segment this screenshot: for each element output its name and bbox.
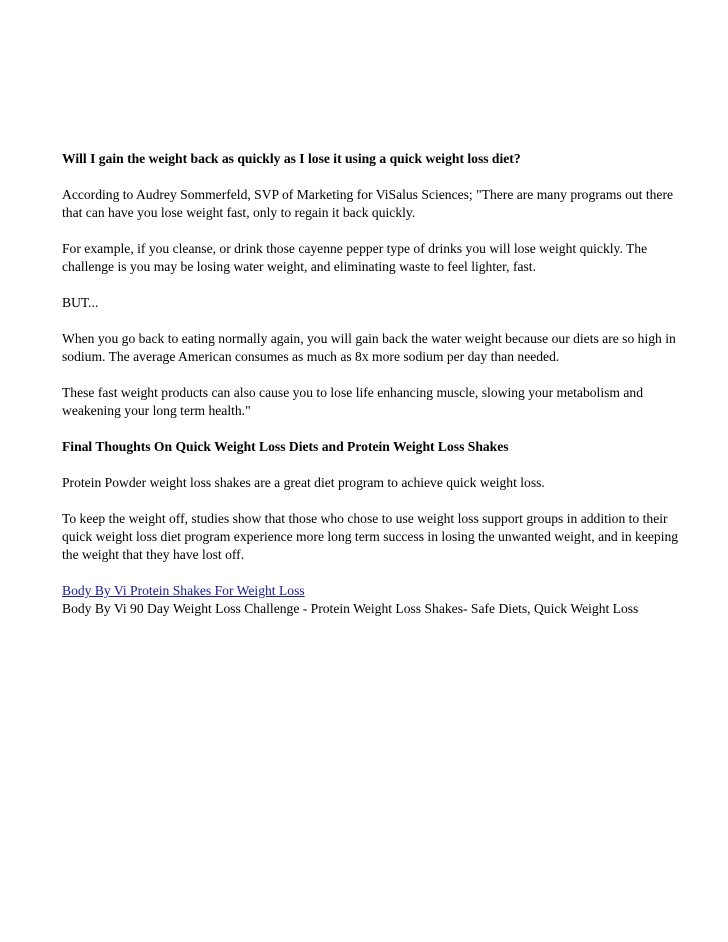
link-line [62,582,682,600]
question-heading: Will I gain the weight back as quickly as I lose it using a quick weight loss diet? [62,151,521,166]
paragraph-fast-products: These fast weight products can also cause you to lose life enhancing muscle, slowing your metabolism and weakening your long term health." [62,385,643,418]
paragraph-normal-eating: When you go back to eating normally again, you will gain back the water weight because our diets are so high in sodium. The average American consumes as much as 8x more sodium per day than needed. [62,331,676,364]
paragraph-keep-weight-off: To keep the weight off, studies show that those who chose to use weight loss support groups in addition to their quick weight loss diet program experience more long term success in losing the unwanted weight, and in keeping the weight that they have lost off. [62,511,679,562]
paragraph-protein-powder: Protein Powder weight loss shakes are a great diet program to achieve quick weight loss. [62,475,545,490]
final-thoughts-heading: Final Thoughts On Quick Weight Loss Diets and Protein Weight Loss Shakes [62,439,509,454]
paragraph-but: BUT... [62,295,99,310]
footer-line: Body By Vi 90 Day Weight Loss Challenge - Protein Weight Loss Shakes- Safe Diets, Quick Weight Loss [62,601,639,616]
document-body [62,150,682,618]
body-by-vi-link[interactable]: Body By Vi Protein Shakes For Weight Loss [62,583,305,598]
paragraph-example: For example, if you cleanse, or drink those cayenne pepper type of drinks you will lose weight quickly. The challenge is you may be losing water weight, and eliminating waste to feel lighter, fast. [62,241,648,274]
paragraph-audrey-quote: According to Audrey Sommerfeld, SVP of Marketing for ViSalus Sciences; "There are many programs out there that can have you lose weight fast, only to regain it back quickly. [62,187,674,220]
